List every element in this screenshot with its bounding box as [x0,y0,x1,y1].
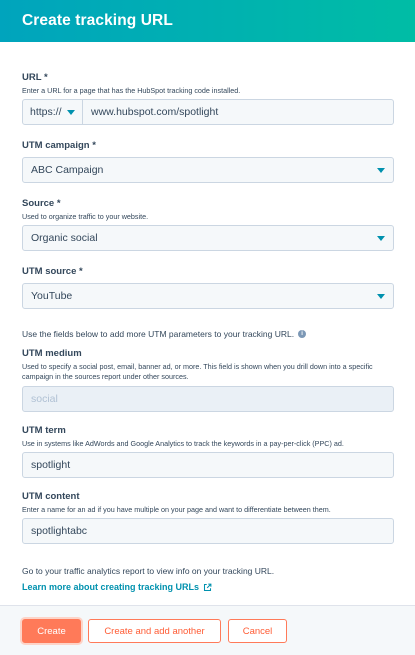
dialog-body [22,72,394,592]
utm-term-input[interactable]: spotlight [22,452,394,478]
analytics-text: Go to your traffic analytics report to view info on your tracking URL. [22,566,275,576]
dialog-footer [0,605,415,655]
utm-source-value: YouTube [31,290,73,302]
url-input[interactable]: www.hubspot.com/spotlight [83,99,394,125]
utm-medium-field [22,348,394,412]
protocol-value: https:// [30,106,62,118]
utm-campaign-value: ABC Campaign [31,164,104,176]
utm-source-select[interactable] [22,283,394,309]
utm-term-label: UTM term [22,425,66,436]
utm-medium-label: UTM medium [22,348,82,359]
analytics-info [22,566,394,576]
url-help: Enter a URL for a page that has the HubSpot tracking code installed. [22,86,241,95]
dialog-title: Create tracking URL [22,12,173,29]
utm-source-label: UTM source * [22,266,83,277]
utm-term-help: Use in systems like AdWords and Google Analytics to track the keywords in a pay-per-click (PPC) ad. [22,439,344,448]
create-button[interactable]: Create [22,619,81,643]
create-and-add-another-button[interactable]: Create and add another [88,619,221,643]
utm-campaign-field [22,140,394,183]
source-select[interactable] [22,225,394,251]
utm-content-input[interactable]: spotlightabc [22,518,394,544]
cancel-button[interactable]: Cancel [228,619,287,643]
learn-more-link[interactable] [22,582,394,592]
source-field [22,198,394,251]
chevron-down-icon [67,110,75,115]
dialog-header [0,0,415,42]
utm-content-help: Enter a name for an ad if you have multiple on your page and want to differentiate between them. [22,505,331,514]
protocol-select[interactable] [22,99,83,125]
utm-campaign-select[interactable] [22,157,394,183]
utm-source-field [22,266,394,309]
chevron-down-icon [377,168,385,173]
source-value: Organic social [31,232,98,244]
info-icon[interactable]: i [298,330,306,338]
utm-medium-help: Used to specify a social post, email, banner ad, or more. This field is shown when you drill down into a specific campaign in the sources report under other sources. [22,362,373,381]
utm-medium-input[interactable]: social [22,386,394,412]
chevron-down-icon [377,236,385,241]
chevron-down-icon [377,294,385,299]
url-field [22,72,394,125]
url-row [22,99,394,125]
utm-info-text: Use the fields below to add more UTM parameters to your tracking URL. [22,329,295,339]
learn-more-text: Learn more about creating tracking URLs [22,582,200,592]
utm-info-line [22,329,394,339]
utm-term-field [22,425,394,478]
url-label: URL * [22,72,48,83]
utm-campaign-label: UTM campaign * [22,140,96,151]
source-help: Used to organize traffic to your website. [22,212,149,221]
utm-content-label: UTM content [22,491,80,502]
utm-content-field [22,491,394,544]
source-label: Source * [22,198,61,209]
external-link-icon [203,583,212,592]
